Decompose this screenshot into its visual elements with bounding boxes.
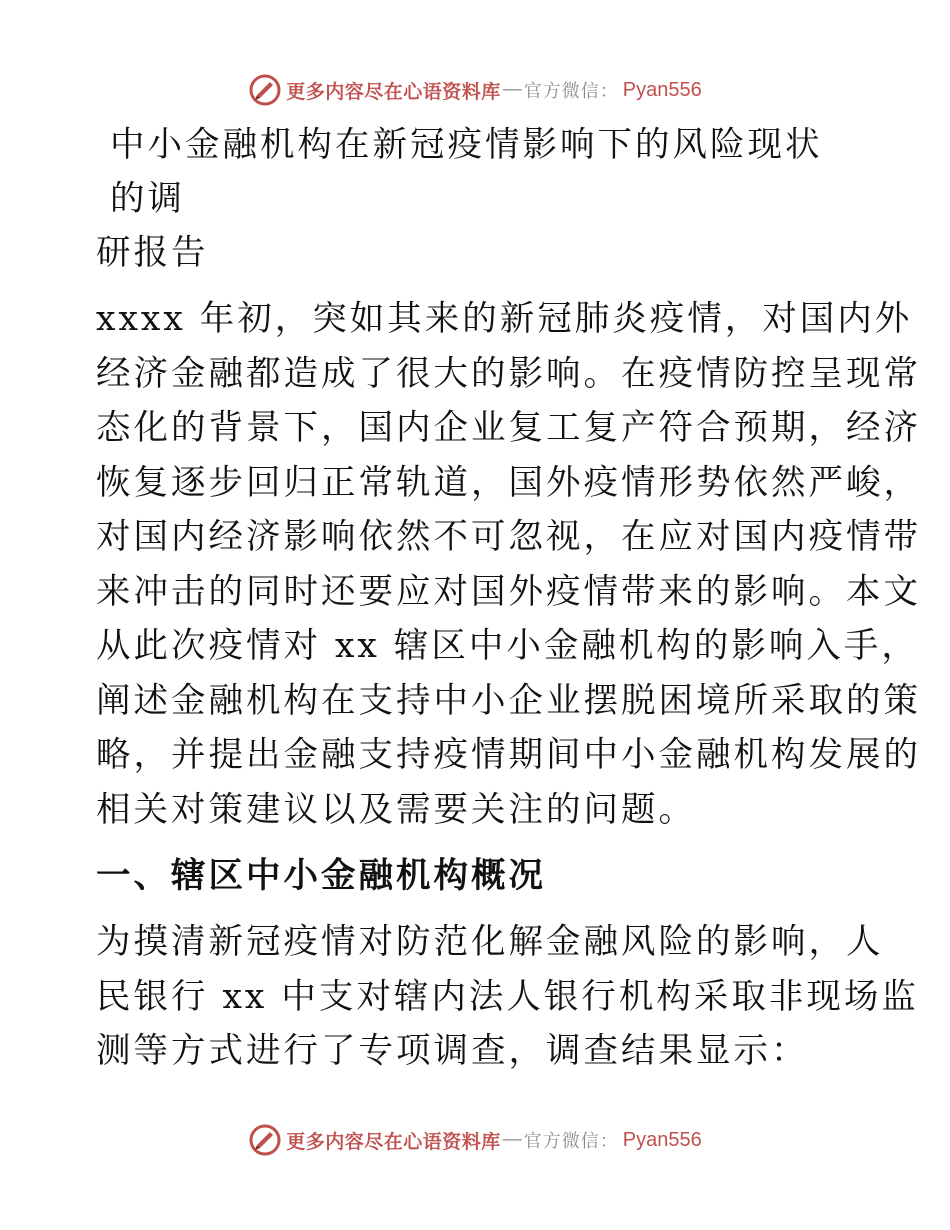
wechat-id: Pyan556 xyxy=(622,1128,702,1151)
pen-logo-icon xyxy=(248,1123,282,1157)
separator-dash: — xyxy=(502,1129,522,1150)
text-line: 态化的背景下，国内企业复工复产符合预期，经济 xyxy=(96,408,921,448)
official-wechat-label: 官方微信： xyxy=(523,1131,619,1152)
footer-watermark-banner xyxy=(0,1120,950,1160)
separator-dash: — xyxy=(502,79,522,100)
intro-paragraph xyxy=(96,292,921,837)
text-line: 来冲击的同时还要应对国外疫情带来的影响。本文 xyxy=(96,571,921,612)
text-line: 阐述金融机构在支持中小企业摆脱困境所采取的策 xyxy=(96,680,921,721)
pen-logo-icon xyxy=(248,73,282,107)
brand-text: 更多内容尽在心语资料库 xyxy=(286,80,501,103)
text-line: xxxx 年初，突如其来的新冠肺炎疫情，对国内外 xyxy=(96,299,913,339)
title-line: 中小金融机构在新冠疫情影响下的风险现状的调 xyxy=(110,125,823,219)
text-line: 恢复逐步回归正常轨道，国外疫情形势依然严峻， xyxy=(96,462,921,503)
text-line: 相关对策建议以及需要关注的问题。 xyxy=(96,789,696,830)
section1-paragraph xyxy=(96,915,919,1079)
text-line: 测等方式进行了专项调查，调查结果显示： xyxy=(96,1031,809,1071)
title-line: 研报告 xyxy=(96,233,209,273)
brand-text: 更多内容尽在心语资料库 xyxy=(286,1130,501,1153)
header-watermark-banner xyxy=(0,70,950,110)
text-line: 民银行 xx 中支对辖内法人银行机构采取非现场监 xyxy=(96,976,919,1017)
text-line: 略，并提出金融支持疫情期间中小金融机构发展的 xyxy=(96,735,921,775)
document-body xyxy=(96,118,921,1091)
text-line: 经济金融都造成了很大的影响。在疫情防控呈现常 xyxy=(96,353,921,394)
official-wechat-label: 官方微信： xyxy=(523,81,619,102)
section-heading: 一、辖区中小金融机构概况 xyxy=(96,856,546,896)
text-line: 对国内经济影响依然不可忽视，在应对国内疫情带 xyxy=(96,517,921,557)
wechat-id: Pyan556 xyxy=(622,78,702,101)
page-title xyxy=(96,118,856,280)
text-line: 从此次疫情对 xx 辖区中小金融机构的影响入手， xyxy=(96,626,919,666)
text-line: 为摸清新冠疫情对防范化解金融风险的影响，人 xyxy=(96,922,884,962)
